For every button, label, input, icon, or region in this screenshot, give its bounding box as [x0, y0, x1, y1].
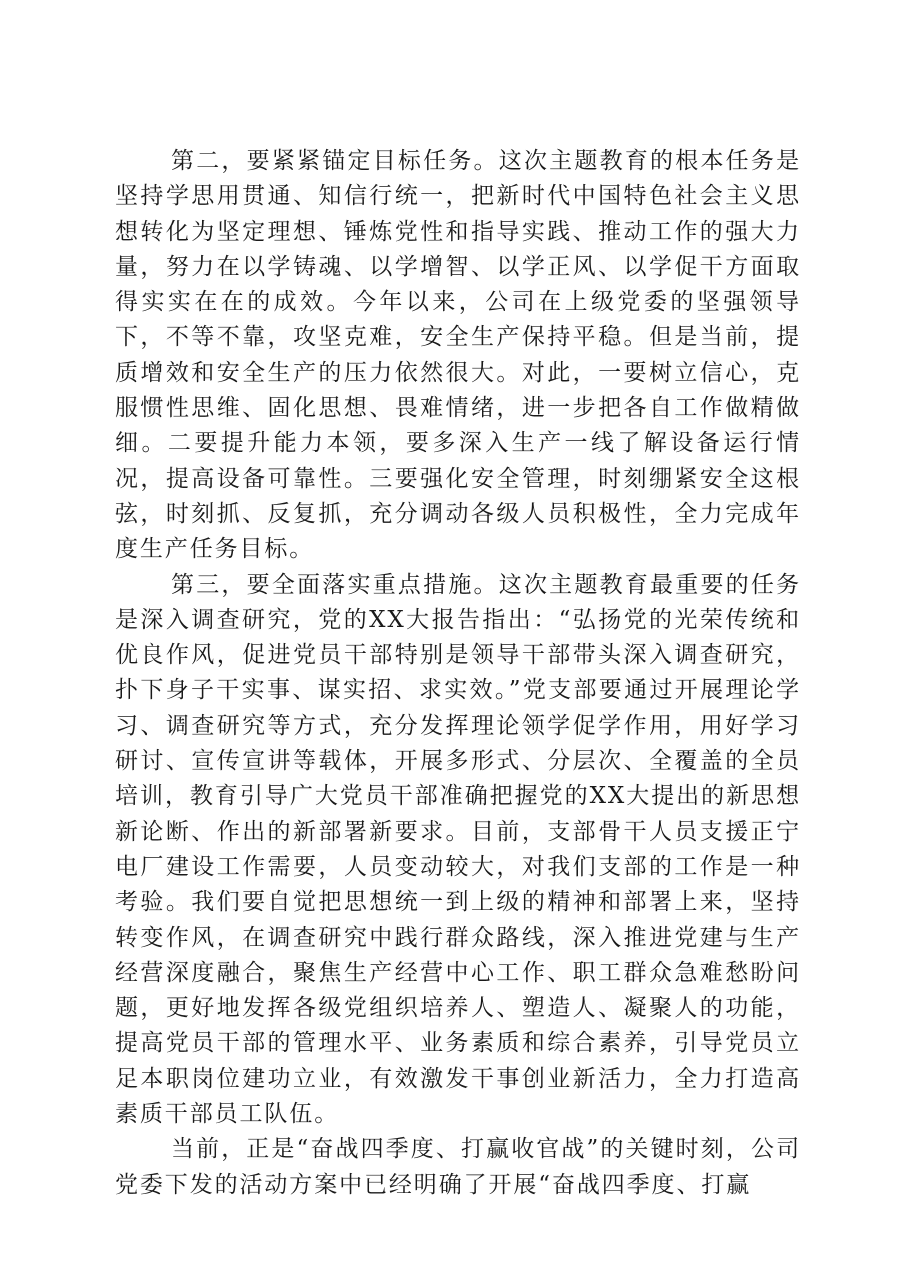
- paragraph-second-task: 第二，要紧紧锚定目标任务。这次主题教育的根本任务是坚持学思用贯通、知信行统一，把新时代中国特色社会主义思想转化为坚定理想、锤炼党性和指导实践、推动工作的强大力量，努力在以学铸魂、以学增智、以学正风、以学促干方面取得实实在在的成效。今年以来，公司在上级党委的坚强领导下，不等不靠，攻坚克难，安全生产保持平稳。但是当前，提质增效和安全生产的压力依然很大。对此，一要树立信心，克服惯性思维、固化思想、畏难情绪，进一步把各自工作做精做细。二要提升能力本领，要多深入生产一线了解设备运行情况，提高设备可靠性。三要强化安全管理，时刻绷紧安全这根弦，时刻抓、反复抓，充分调动各级人员积极性，全力完成年度生产任务目标。: [115, 148, 801, 563]
- document-body: [115, 144, 801, 1203]
- paragraph-third-measures: 第三，要全面落实重点措施。这次主题教育最重要的任务是深入调查研究，党的XX大报告指出：“弘扬党的光荣传统和优良作风，促进党员干部特别是领导干部带头深入调查研究，扑下身子干实事、谋实招、求实效。”党支部要通过开展理论学习、调查研究等方式，充分发挥理论领学促学作用，用好学习研讨、宣传宣讲等载体，开展多形式、分层次、全覆盖的全员培训，教育引导广大党员干部准确把握党的XX大提出的新思想新论断、作出的新部署新要求。目前，支部骨干人员支援正宁电厂建设工作需要，人员变动较大，对我们支部的工作是一种考验。我们要自觉把思想统一到上级的精神和部署上来，坚持转变作风，在调查研究中践行群众路线，深入推进党建与生产经营深度融合，聚焦生产经营中心工作、职工群众急难愁盼问题，更好地发挥各级党组织培养人、塑造人、凝聚人的功能，提高党员干部的管理水平、业务素质和综合素养，引导党员立足本职岗位建功立业，有效激发干事创业新活力，全力打造高素质干部员工队伍。: [115, 571, 801, 1128]
- paragraph-fourth-quarter: 当前，正是“奋战四季度、打赢收官战”的关键时刻，公司党委下发的活动方案中已经明确了开展“奋战四季度、打赢: [115, 1136, 801, 1198]
